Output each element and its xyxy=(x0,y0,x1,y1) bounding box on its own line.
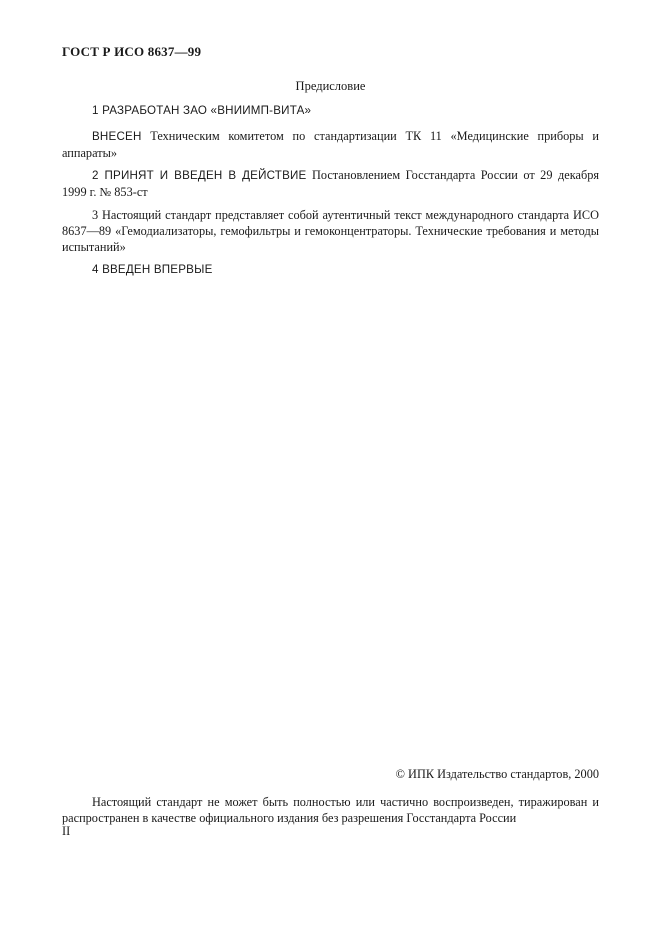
preface-body xyxy=(62,102,599,282)
paragraph-3-text: Постановлением Госстандарта России от 29 декабря 1999 г. № 853-ст xyxy=(62,168,599,199)
copyright-line: © ИПК Издательство стандартов, 2000 xyxy=(395,767,599,781)
paragraph-2-label: ВНЕСЕН xyxy=(92,130,142,143)
document-code: ГОСТ Р ИСО 8637—99 xyxy=(62,44,202,59)
paragraph-5-label: 4 ВВЕДЕН ВПЕРВЫЕ xyxy=(92,263,213,276)
paragraph-authentic-text xyxy=(62,207,599,255)
page-number: II xyxy=(62,824,71,838)
paragraph-1-label: 1 РАЗРАБОТАН ЗАО «ВНИИМП-ВИТА» xyxy=(92,104,312,117)
paragraph-adopted xyxy=(62,167,599,200)
paragraph-first-introduced xyxy=(62,261,599,278)
paragraph-4-text: 3 Настоящий стандарт представляет собой аутентичный текст международного стандарта ИСО 8637—89 «Гемодиализаторы, гемофильтры и гемоконцентраторы. Технические требования и методы испытаний» xyxy=(62,208,599,254)
paragraph-developed-by xyxy=(62,102,599,119)
section-title: Предисловие xyxy=(295,79,366,93)
paragraph-3-label: 2 ПРИНЯТ И ВВЕДЕН В ДЕЙСТВИЕ xyxy=(92,169,307,182)
paragraph-2-text: Техническим комитетом по стандартизации ТК 11 «Медицинские приборы и аппараты» xyxy=(62,129,599,160)
paragraph-submitted-by xyxy=(62,128,599,161)
reproduction-notice: Настоящий стандарт не может быть полностью или частично воспроизведен, тиражирован и распространен в качестве официального издания без разрешения Госстандарта России xyxy=(62,795,599,825)
